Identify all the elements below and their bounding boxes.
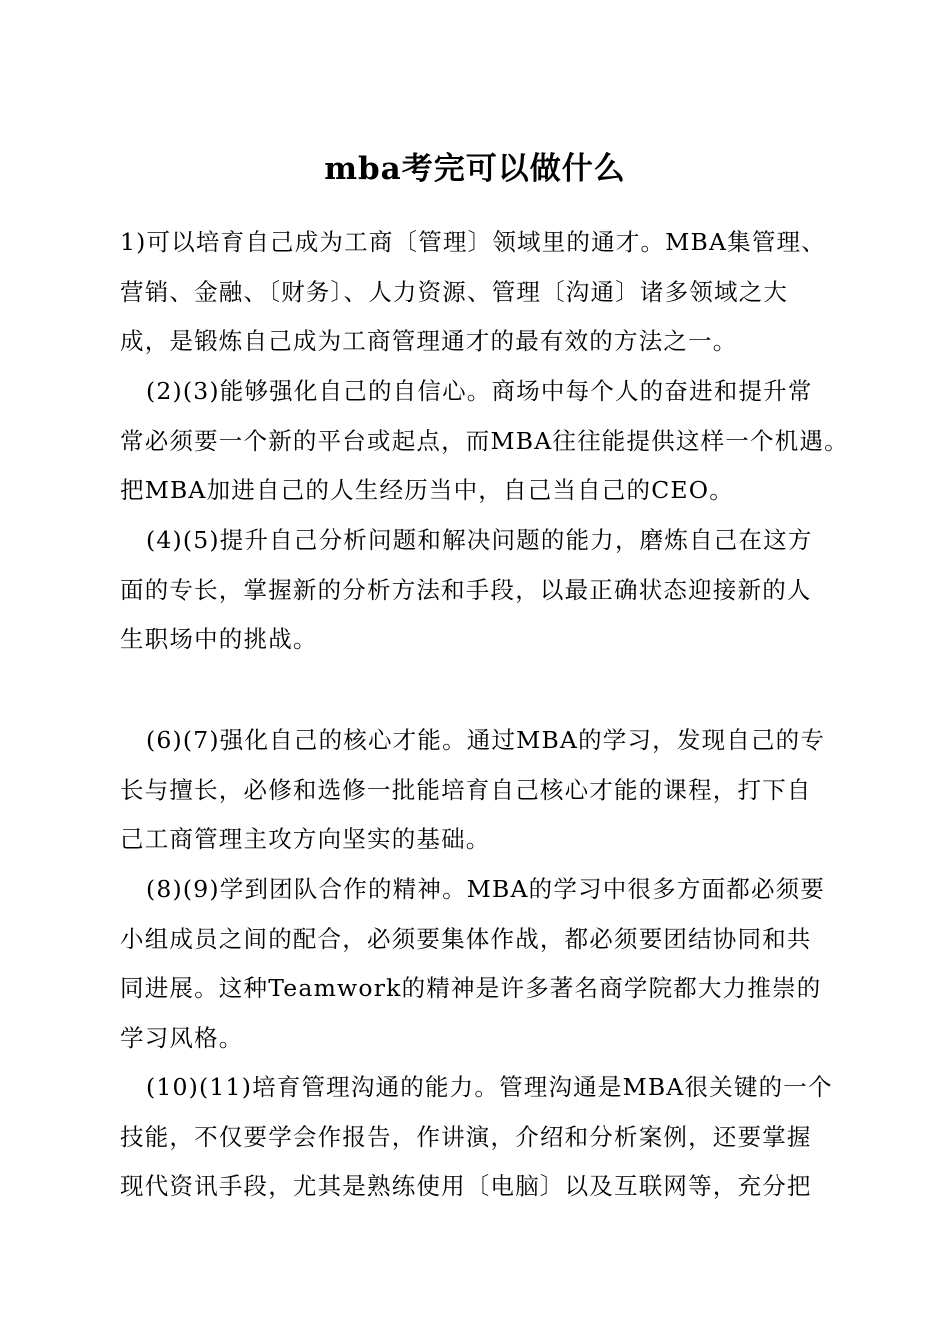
paragraph-line: 成，是锻炼自己成为工商管理通才的最有效的方法之一。 xyxy=(120,327,738,355)
paragraph-line: 学习风格。 xyxy=(120,1023,244,1052)
paragraph-line: 小组成员之间的配合，必须要集体作战，都必须要团结协同和共 xyxy=(120,924,812,953)
paragraph-line: 现代资讯手段，尤其是熟练使用〔电脑〕以及互联网等，充分把 xyxy=(120,1172,812,1200)
paragraph-5 xyxy=(120,865,840,1063)
paragraph-line: 营销、金融、〔财务〕、人力资源、管理〔沟通〕诸多领域之大 xyxy=(120,277,789,306)
paragraph-4 xyxy=(120,716,840,865)
paragraph-line: 生职场中的挑战。 xyxy=(120,625,318,653)
paragraph-1 xyxy=(120,218,840,367)
paragraph-line: 1)可以培育自己成为工商〔管理〕领域里的通才。MBA集管理、 xyxy=(120,228,826,256)
paragraph-2 xyxy=(120,367,849,516)
paragraph-line: 把MBA加进自己的人生经历当中，自己当自己的CEO。 xyxy=(120,476,734,504)
paragraph-line: 己工商管理主攻方向坚实的基础。 xyxy=(120,825,491,853)
paragraph-line: (4)(5)提升自己分析问题和解决问题的能力，磨炼自己在这方 xyxy=(146,526,813,554)
paragraph-6 xyxy=(120,1063,840,1212)
paragraph-line: (2)(3)能够强化自己的自信心。商场中每个人的奋进和提升常 xyxy=(146,377,813,405)
paragraph-line: (10)(11)培育管理沟通的能力。管理沟通是MBA很关键的一个 xyxy=(146,1073,833,1101)
paragraph-line: (6)(7)强化自己的核心才能。通过MBA的学习，发现自己的专 xyxy=(146,726,826,754)
paragraph-line: 面的专长，掌握新的分析方法和手段，以最正确状态迎接新的人 xyxy=(120,575,812,604)
paragraph-3 xyxy=(120,516,840,665)
paragraph-line: 同进展。这种Teamwork的精神是许多著名商学院都大力推崇的 xyxy=(120,974,822,1002)
paragraph-line: (8)(9)学到团队合作的精神。MBA的学习中很多方面都必须要 xyxy=(146,875,826,903)
paragraph-line: 常必须要一个新的平台或起点，而MBA往往能提供这样一个机遇。 xyxy=(120,426,849,455)
paragraph-line: 技能，不仅要学会作报告，作讲演，介绍和分析案例，还要掌握 xyxy=(120,1122,812,1151)
paragraph-line: 长与擅长，必修和选修一批能培育自己核心才能的课程，打下自 xyxy=(120,775,812,804)
document-title: mba考完可以做什么 xyxy=(324,151,626,187)
